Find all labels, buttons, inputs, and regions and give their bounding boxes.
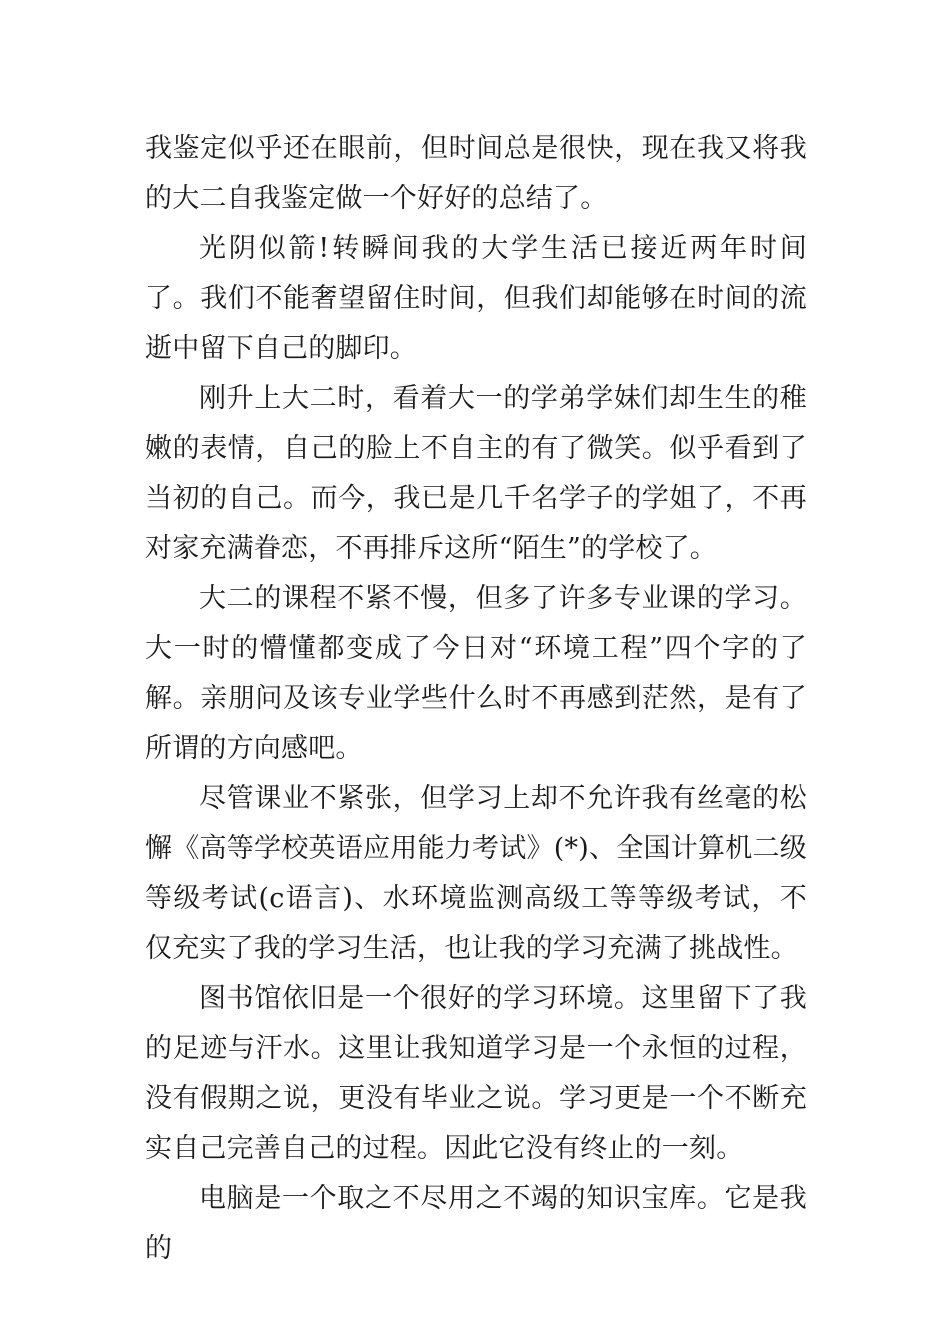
paragraph-courses: 大二的课程不紧不慢，但多了许多专业课的学习。大一时的懵懂都变成了今日对“环境工程”四个字的了解。亲朋问及该专业学些什么时不再感到茫然，是有了所谓的方向感吧。 [145,583,807,764]
paragraph-continuation: 我鉴定似乎还在眼前，但时间总是很快，现在我又将我的大二自我鉴定做一个好好的总结了。 [145,133,807,214]
document-body [145,124,807,1274]
paragraph-library: 图书馆依旧是一个很好的学习环境。这里留下了我的足迹与汗水。这里让我知道学习是一个永恒的过程，没有假期之说，更没有毕业之说。学习更是一个不断充实自己完善自己的过程。因此它没有终止的一刻。 [145,983,807,1164]
paragraph-sophomore-start: 刚升上大二时，看着大一的学弟学妹们却生生的稚嫩的表情，自己的脸上不自主的有了微笑。似乎看到了当初的自己。而今，我已是几千名学子的学姐了，不再对家充满眷恋，不再排斥这所“陌生”的学校了。 [145,383,807,564]
paragraph-time-flies: 光阴似箭!转瞬间我的大学生活已接近两年时间了。我们不能奢望留住时间，但我们却能够在时间的流逝中留下自己的脚印。 [145,233,807,364]
paragraph-exams: 尽管课业不紧张，但学习上却不允许我有丝毫的松懈《高等学校英语应用能力考试》(*)、全国计算机二级等级考试(c语言)、水环境监测高级工等等级考试，不仅充实了我的学习生活，也让我的学习充满了挑战性。 [145,783,807,964]
paragraph-computer: 电脑是一个取之不尽用之不竭的知识宝库。它是我的 [145,1183,807,1264]
